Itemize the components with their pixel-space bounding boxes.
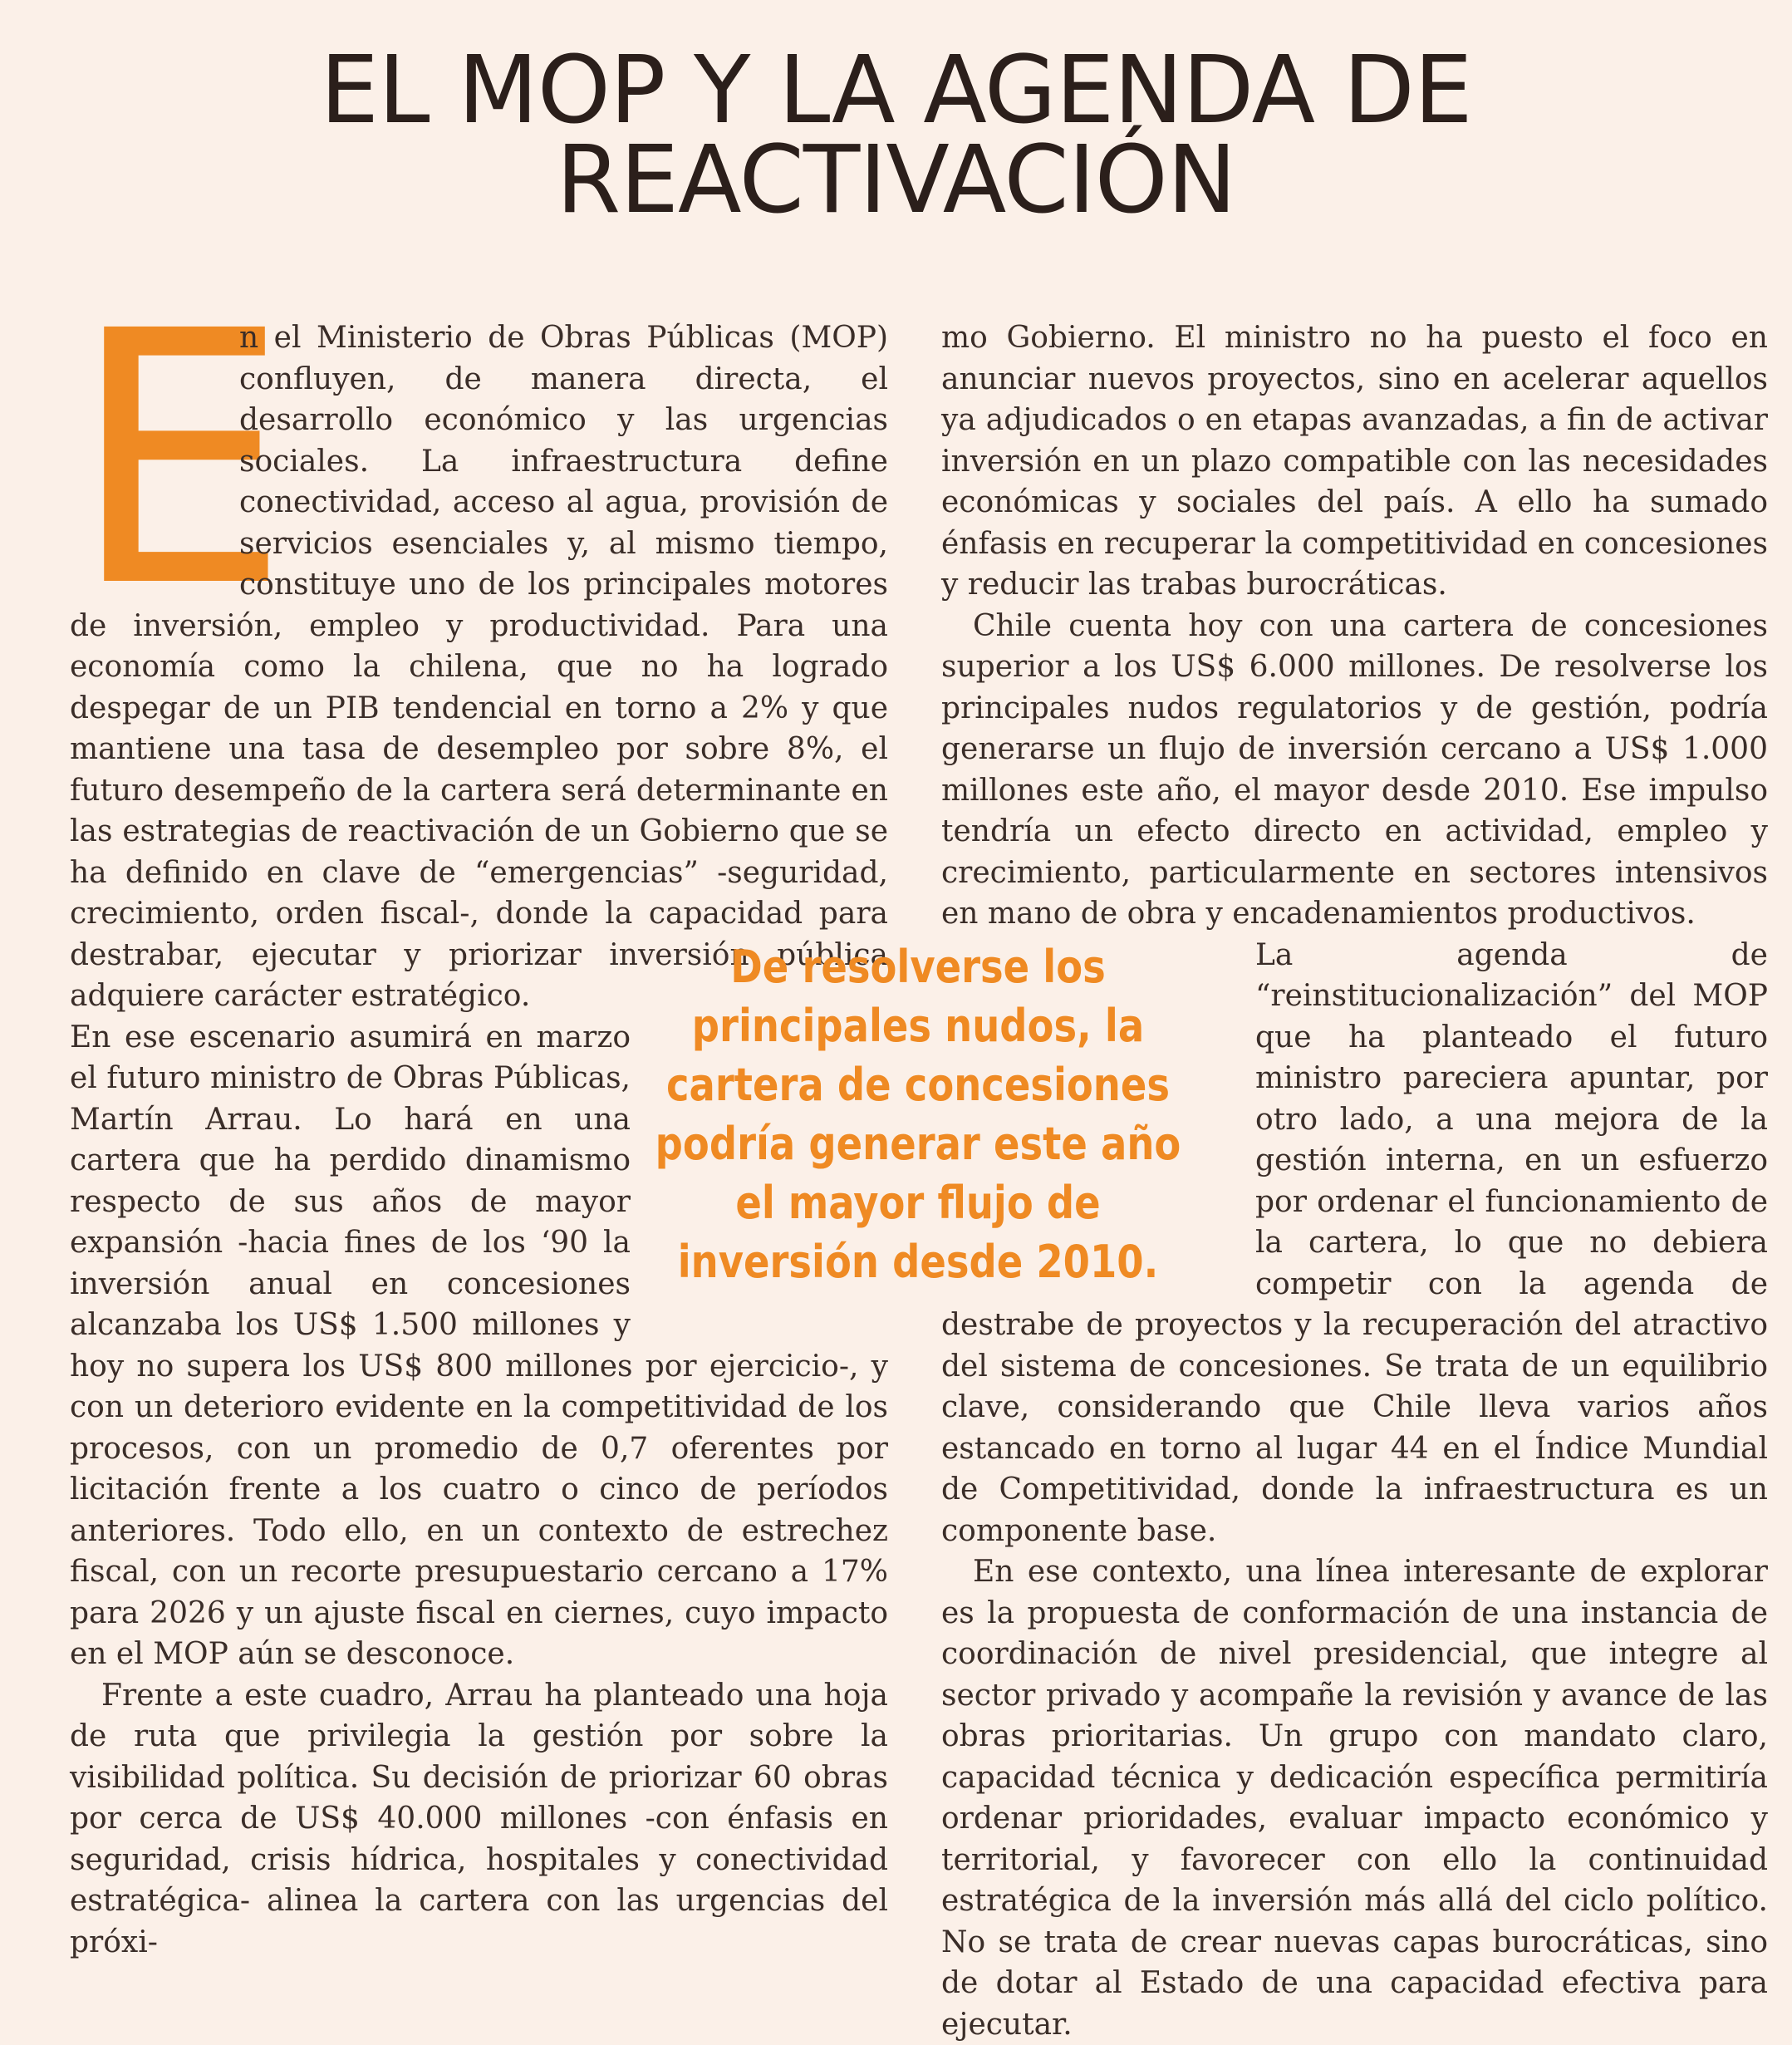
paragraph-2: En ese escenario asumirá en marzo el futuro ministro de Obras Públicas, Martín Arrau. Lo hará en una cartera que ha perdido dinamismo respecto de sus años de mayor expansión -hacia fines de los ‘90 la inversión anual en concesiones alcanzaba los US$ 1.500 millones y hoy no supera los US$ 800 millones por ejercicio-, y con un deterioro evidente en la competitividad de los procesos, con un promedio de 0,7 oferentes por licitación frente a los cuatro o cinco de períodos anteriores. Todo ello, en un contexto de estrechez fiscal, con un recorte presupuestario cercano a 17% para 2026 y un ajuste fiscal en ciernes, cuyo impacto en el MOP aún se desconoce. — [70, 1020, 888, 1671]
paragraph-7: En ese contexto, una línea interesante de explorar es la propuesta de conformación de una instancia de coordinación de nivel presidencial, que integre al sector privado y acompañe la revisión y avance de las obras prioritarias. Un grupo con mandato claro, capacidad técnica y dedicación específica permitiría ordenar prioridades, evaluar impacto económico y territorial, y favorecer con ello la continuidad estratégica de la inversión más allá del ciclo político. No se trata de crear nuevas capas burocráticas, sino de dotar al Estado de una capacidad efectiva para ejecutar. — [941, 1555, 1768, 2042]
article-title: EL MOP Y LA AGENDA DE REACTIVACIÓN — [320, 37, 1472, 234]
paragraph-5: Chile cuenta hoy con una cartera de concesiones superior a los US$ 6.000 millones. De resolverse los principales nudos regulatorios y de gestión, podría generarse un flujo de inversión cercano a US$ 1.000 millones este año, el mayor desde 2010. Ese impulso tendría un efecto directo en actividad, empleo y crecimiento, particularmente en sectores intensivos en mano de obra y encadenamientos productivos. — [941, 608, 1768, 931]
paragraph-4: mo Gobierno. El ministro no ha puesto el foco en anunciar nuevos proyectos, sino en acelerar aquellos ya adjudicados o en etapas avanzadas, a fin de activar inversión en un plazo compatible con las necesidades económicas y sociales del país. A ello ha sumado énfasis en recuperar la competitividad en concesiones y reducir las trabas burocráticas. — [941, 321, 1768, 602]
paragraph-6: La agenda de “reinstitucionalización” del MOP que ha planteado el futuro ministro pareciera apuntar, por otro lado, a una mejora de la gestión interna, en un esfuerzo por ordenar el funcionamiento de la cartera, lo que no debiera competir con la agenda de destrabe de proyectos y la recuperación del atractivo del sistema de concesiones. Se trata de un equilibrio clave, considerando que Chile lleva varios años estancado en torno al lugar 44 en el Índice Mundial de Competitividad, donde la infraestructura es un componente base. — [941, 937, 1768, 1548]
pull-quote: De resolverse los principales nudos, la cartera de concesiones podría generar este año el mayor flujo de inversión desde 2010. — [655, 941, 1181, 1288]
drop-cap: E — [70, 258, 291, 664]
paragraph-3: Frente a este cuadro, Arrau ha planteado una hoja de ruta que privilegia la gestión por sobre la visibilidad política. Su decisión de priorizar 60 obras por cerca de US$ 40.000 millones -con énfasis en seguridad, crisis hídrica, hospitales y conectividad estratégica- alinea la cartera con las urgencias del próxi- — [70, 1678, 888, 1959]
paragraph-1: n el Ministerio de Obras Públicas (MOP) confluyen, de manera directa, el desarrollo económico y las urgencias sociales. La infraestructura define conectividad, acceso al agua, provisión de servicios esenciales y, al mismo tiempo, constituye uno de los principales motores de inversión, empleo y productividad. Para una economía como la chilena, que no ha logrado despegar de un PIB tendencial en torno a 2% y que mantiene una tasa de desempleo por sobre 8%, el futuro desempeño de la cartera será determinante en las estrategias de reactivación de un Gobierno que se ha definido en clave de “emergencias” -seguridad, crecimiento, orden fiscal-, donde la capacidad para destrabar, ejecutar y priorizar inversión pública adquiere carácter estratégico. — [70, 321, 888, 1013]
